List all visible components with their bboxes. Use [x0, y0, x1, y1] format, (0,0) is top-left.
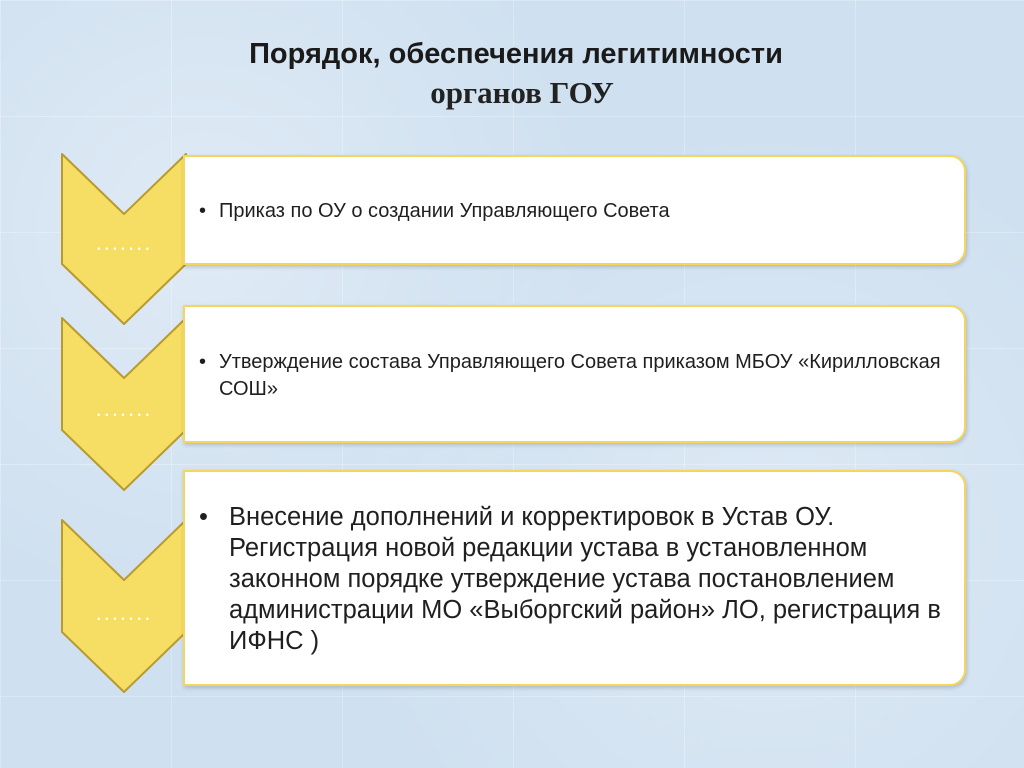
- step-2-card: [183, 305, 966, 443]
- bullet-icon: •: [199, 200, 207, 222]
- bullet-icon: •: [199, 503, 208, 531]
- step-3-text: Внесение дополнений и корректировок в Устав ОУ. Регистрация новой редакции устава в установленном законном порядке утверждение устава постановлением администрации МО «Выборгский район» ЛО, регистрация в ИФНС ): [229, 503, 941, 655]
- step-3-card: [183, 470, 966, 686]
- step-1-marker: .......: [95, 230, 153, 255]
- step-1-text: Приказ по ОУ о создании Управляющего Совета: [219, 200, 670, 222]
- bullet-icon: •: [199, 351, 207, 373]
- step-2-bullet: [185, 307, 964, 403]
- title-line-2: органов ГОУ: [430, 75, 614, 110]
- step-2-marker: .......: [95, 396, 153, 421]
- step-3-marker: .......: [95, 600, 153, 625]
- step-1-bullet: [185, 157, 964, 225]
- slide-title: [0, 38, 1024, 111]
- step-2-chevron: [58, 316, 190, 492]
- title-line-1: Порядок, обеспечения легитимности: [249, 38, 783, 70]
- step-1-card: [183, 155, 966, 265]
- step-2-text: Утверждение состава Управляющего Совета приказом МБОУ «Кирилловская СОШ»: [219, 351, 941, 400]
- step-1-chevron: [58, 152, 190, 326]
- step-3-bullet: [185, 472, 964, 657]
- step-3-chevron: [58, 518, 190, 694]
